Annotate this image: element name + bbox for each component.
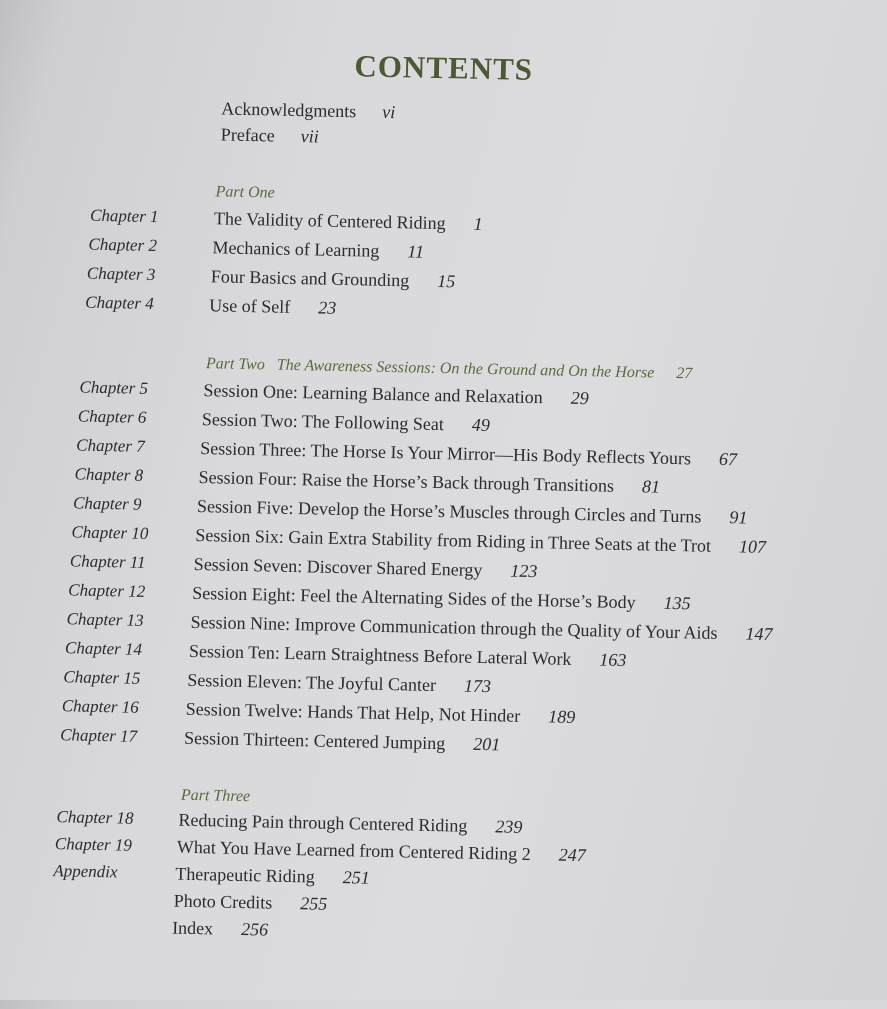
entry-title: Four Basics and Grounding [210,266,410,291]
toc-entry [172,918,268,941]
entry-page: 251 [342,867,370,888]
entry-page: 247 [558,844,586,866]
chapter-label: Chapter 17 [60,725,138,746]
entry-page: 29 [570,387,589,409]
entry-title: Preface [220,124,275,146]
entry-title: Session Seven: Discover Shared Energy [193,553,483,580]
entry-title: The Validity of Centered Riding [213,208,446,234]
entry-title: Reducing Pain through Centered Riding [178,809,468,836]
toc-entry [203,380,589,409]
part-label: Part Two [205,355,266,374]
chapter-label: Chapter 1 [89,205,159,227]
part-one-heading: Part One [215,183,275,202]
entry-page: 201 [473,733,501,755]
entry-title: What You Have Learned from Centered Riding 2 [176,836,531,865]
toc-entry [214,208,483,235]
entry-title: Session Eleven: The Joyful Canter [187,669,437,696]
part-three-heading: Part Three [180,786,251,806]
entry-page: 147 [745,623,773,645]
entry-page: 107 [738,536,767,557]
entry-title: Session Three: The Horse Is Your Mirror—His Body Reflects Yours [200,438,692,469]
entry-title: Session Four: Raise the Horse’s Back through Transitions [198,467,615,496]
front-matter-acknowledgments [221,98,395,123]
entry-page: 11 [407,241,425,262]
entry-title: Use of Self [209,295,291,317]
entry-page: 189 [548,706,576,727]
entry-title: Session Thirteen: Centered Jumping [183,727,446,754]
chapter-label: Chapter 4 [85,292,154,314]
chapter-label: Chapter 6 [77,406,147,427]
chapter-label: Chapter 10 [71,522,149,543]
entry-page: 81 [641,476,661,497]
entry-title: Index [171,917,214,939]
entry-page: 49 [471,414,491,436]
toc-entry [184,728,501,756]
entry-page: 23 [317,297,337,318]
entry-title: Therapeutic Riding [175,863,315,887]
toc-entry [186,699,576,728]
entry-title: Photo Credits [173,890,273,913]
entry-page: 135 [663,592,691,614]
chapter-label: Chapter 13 [66,609,144,630]
toc-entry [178,810,522,838]
entry-title: Session Eight: Feel the Alternating Sides of the Horse’s Body [191,582,636,613]
chapter-label: Chapter 12 [68,580,146,601]
chapter-label: Chapter 11 [69,551,146,572]
entry-page: 91 [729,507,748,528]
entry-title: Session Nine: Improve Communication through the Quality of Your Aids [190,611,718,643]
entry-page: 67 [718,448,738,470]
entry-page: 239 [495,816,523,837]
chapter-label: Chapter 3 [86,263,156,285]
toc-entry [212,237,424,262]
chapter-label: Chapter 15 [63,667,141,688]
entry-page: 256 [240,919,269,940]
toc-entry [187,670,491,697]
entry-page: 123 [510,560,538,582]
entry-page: 15 [437,270,456,292]
chapter-label: Chapter 9 [72,493,142,514]
toc-entry [174,891,328,915]
part-page: 27 [676,365,693,383]
toc-entry [211,266,456,292]
toc-entry [175,864,370,889]
entry-page: 173 [463,675,492,697]
chapter-label: Chapter 8 [74,464,144,485]
chapter-label: Chapter 18 [56,807,134,828]
toc-entry [202,409,490,436]
entry-title: Session Ten: Learn Straightness Before Lateral Work [188,640,572,669]
entry-page: 1 [473,213,483,234]
entry-page: 255 [300,893,328,914]
chapter-label: Appendix [53,861,118,882]
front-matter-preface [221,124,319,147]
entry-page: vi [382,101,396,123]
chapter-label: Chapter 14 [64,638,143,659]
part-subtitle: The Awareness Sessions: On the Ground and On the Horse [276,356,655,382]
chapter-label: Chapter 5 [79,377,149,398]
chapter-label: Chapter 2 [88,234,158,256]
chapter-label: Chapter 19 [54,834,133,855]
entry-title: Session Two: The Following Seat [201,409,445,435]
toc-entry [194,554,538,582]
entry-title: Session Six: Gain Extra Stability from Riding in Three Seats at the Trot [195,524,712,556]
entry-page: 163 [599,649,627,671]
chapter-label: Chapter 7 [76,435,145,456]
entry-title: Acknowledgments [221,98,357,122]
entry-page: vii [300,126,319,147]
chapter-label: Chapter 16 [61,696,139,717]
entry-title: Session Five: Develop the Horse’s Muscles through Circles and Turns [196,496,702,527]
page-title: CONTENTS [354,48,534,87]
part-two-heading [206,355,693,383]
entry-title: Mechanics of Learning [212,237,380,261]
toc-entry [209,295,336,319]
entry-title: Session One: Learning Balance and Relaxation [203,380,543,408]
entry-title: Session Twelve: Hands That Help, Not Hinder [185,698,521,726]
